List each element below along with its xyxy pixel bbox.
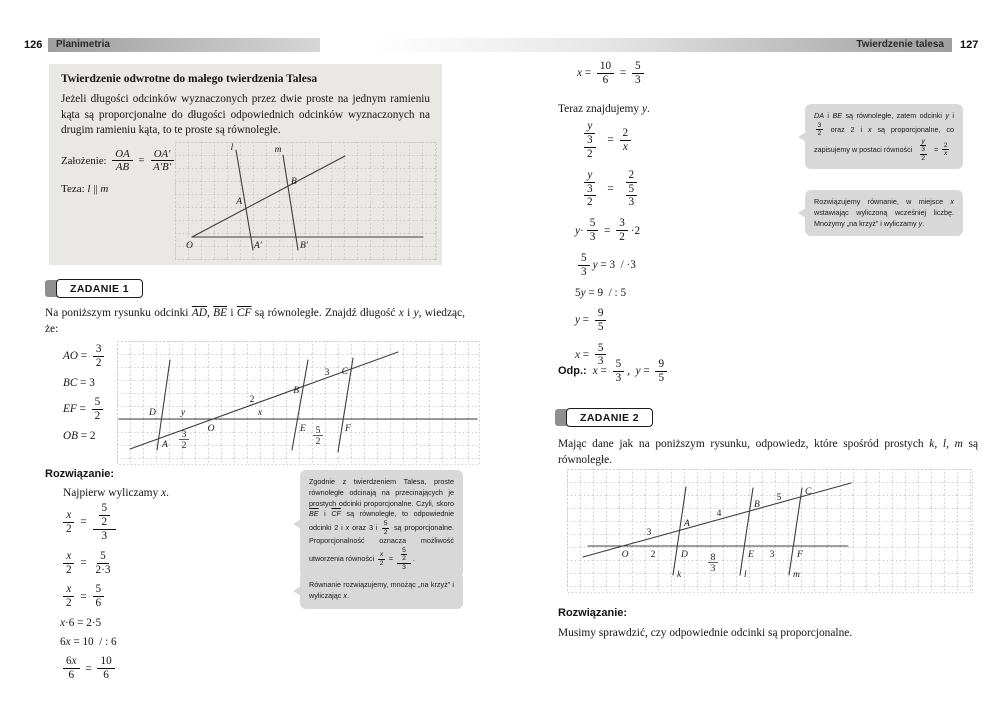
task1-equations: [60, 502, 119, 689]
label-seg-BC: 5: [776, 493, 782, 503]
answer-values: x = $\frac{5}{3}$ , y = $\frac{9}{5}$: [593, 358, 670, 385]
equation-row: OB = 2: [63, 429, 96, 442]
solution-callout-substitute-text: Rozwiązujemy równanie, w miejsce x wstawiając wyliczoną wcześniej liczbę. Mnożymy „na krzyż” i wyliczamy y.: [814, 197, 954, 228]
label-point-A: A: [236, 197, 242, 207]
label-line-k: k: [677, 570, 682, 580]
task1-badge: [45, 279, 143, 298]
equation-row: 6 x = 10 / : 6: [60, 636, 117, 649]
theorem-thesis: Teza: l || m: [61, 182, 109, 195]
label-frac-DE-den: 3: [710, 564, 716, 574]
header-title-left: Planimetria: [56, 39, 110, 50]
label-frac-AO-den: 2: [181, 441, 187, 451]
label-point-A: A: [684, 519, 690, 529]
page-number-left: 126: [24, 39, 43, 51]
label-seg-x: x: [257, 408, 263, 418]
task1-given-values: [63, 343, 107, 449]
equation-row: y · $\frac{5}{3}$ = $\frac{3}{2}$ ·2: [575, 217, 641, 244]
label-seg-OD: 2: [650, 550, 656, 560]
equation-row: $\frac{5}{3}$ y = 3 / ·3: [575, 252, 646, 279]
label-frac-EF-den: 2: [315, 437, 321, 447]
task1-callout-thales: [300, 470, 463, 578]
answer-label: Odp.:: [558, 365, 587, 378]
label-seg-OB: 2: [249, 395, 255, 405]
label-point-B: B: [293, 386, 299, 396]
label-point-D: D: [681, 550, 688, 560]
task1-badge-label: ZADANIE 1: [56, 279, 143, 298]
answer-line: [558, 358, 670, 385]
label-point-C: C: [805, 487, 812, 497]
solution-callout-proportion: [805, 104, 963, 169]
task1-callout-thales-text: Zgodnie z twierdzeniem Talesa, proste równoległe odcinają na przecinających je prostych odcinki proporcjonalne. Czyli, skoro $\overline{BE}$ i $\overline{CF}$ są równoległe, to odpowiednie odcinki 2 i x oraz 3 i $\frac{5}{2}$ są proporcjonalne. Proporcjonalność oznacza możliwość utworzenia równości $\frac{x}{2}$ = $\frac{\frac{5}{2}}{3}$ .: [309, 477, 454, 571]
label-point-E: E: [748, 550, 754, 560]
equation-row: x = $\frac{10}{6}$ = $\frac{5}{3}$: [577, 60, 647, 87]
task2-intro: Mając dane jak na poniższym rysunku, odpowiedz, które spośród prostych k, l, m są równoległe.: [558, 438, 979, 466]
label-frac-AO-num: 3: [181, 430, 187, 440]
equation-row: y = $\frac{9}{5}$: [575, 307, 646, 334]
task1-figure: [117, 341, 480, 465]
label-line-m: m: [793, 570, 800, 580]
label-point-O: O: [207, 424, 215, 434]
label-point-A: A: [162, 440, 168, 450]
label-seg-AB: 4: [716, 509, 722, 519]
header-bar-right: [320, 38, 952, 52]
equation-row: AO = $\frac{3}{2}$: [63, 343, 107, 370]
label-point-B-prime: B′: [300, 241, 308, 251]
label-point-O: O: [186, 241, 193, 251]
header-title-right: Twierdzenie talesa: [856, 39, 944, 50]
label-point-F: F: [345, 424, 351, 434]
equation-row: $\frac{6x}{6}$ = $\frac{10}{6}$: [60, 655, 119, 682]
task2-figure: [567, 469, 973, 593]
label-point-E: E: [300, 424, 306, 434]
task1-callout-cross-multiply: [300, 573, 463, 609]
equation-row: $\frac{x}{2}$ = $\frac{5}{2\cdot 3}$: [60, 550, 119, 577]
label-seg-EF: 3: [769, 550, 775, 560]
label-point-B: B: [754, 500, 760, 510]
solution-eq-x: [577, 60, 647, 94]
label-frac-EF-num: 5: [315, 426, 321, 436]
label-line-l: l: [230, 143, 234, 153]
label-seg-BC: 3: [324, 368, 330, 378]
label-seg-OA: 3: [646, 528, 652, 538]
equation-row: EF = $\frac{5}{2}$: [63, 396, 107, 423]
task2-badge: [555, 408, 653, 427]
solution-callout-proportion-text: DA i BE są równoległe, zatem odcinki y i $\frac{3}{2}$ oraz 2 i x są proporcjonalne, co zapisujemy w postaci równości $\frac{y}{\frac{3}{2}}$ = $\frac{2}{x}$: [814, 111, 955, 162]
label-point-O: O: [621, 550, 629, 560]
equation-row: x = $\frac{5}{3}$: [575, 342, 646, 369]
label-point-C: C: [341, 367, 348, 377]
theorem-title: Twierdzenie odwrotne do małego twierdzenia Talesa: [61, 73, 318, 85]
label-frac-DE-num: 8: [710, 553, 716, 563]
solution-equations-y: [575, 120, 646, 376]
equation-row: 5 y = 9 / : 5: [575, 286, 627, 299]
assumption-label: Założenie:: [61, 154, 110, 167]
task1-intro: Na poniższym rysunku odcinki $\overline{AD}$, $\overline{BE}$ i $\overline{CF}$ są równoległe. Znajdź długość x i y, wiedząc, że:: [45, 307, 465, 335]
task2-solution-label: Rozwiązanie:: [558, 607, 628, 619]
label-line-m: m: [274, 145, 282, 155]
theorem-body: Jeżeli długości odcinków wyznaczonych przez dwie proste na jednym ramieniu kąta są proporcjonalne do długości odpowiednich odcinków wyznaczonych na drugim ramieniu kąta, to te proste są równoległe.: [61, 93, 430, 137]
label-seg-y: y: [180, 408, 186, 418]
equation-row: $\frac{x}{2}$ = $\frac{5}{6}$: [60, 583, 119, 610]
solution-callout-substitute: [805, 190, 963, 236]
page-number-right: 127: [960, 39, 979, 51]
equation-row: x ·6 = 2·5: [60, 617, 102, 630]
task1-solution-label: Rozwiązanie:: [45, 468, 115, 480]
task2-badge-label: ZADANIE 2: [566, 408, 653, 427]
label-point-F: F: [797, 550, 803, 560]
label-point-D: D: [149, 408, 156, 418]
equation-row: BC = 3: [63, 376, 95, 389]
task1-solution-intro: Najpierw wyliczamy x.: [63, 487, 169, 499]
label-point-A-prime: A′: [254, 241, 262, 251]
label-line-l: l: [744, 570, 747, 580]
theorem-figure: [175, 142, 437, 261]
equation-row: $\frac{y}{\frac{3}{2}}$ = $\frac{2}{x}$: [575, 120, 646, 161]
assumption-equation: $\frac{OA}{AB}$ = $\frac{OA'}{A'B'}$: [109, 148, 177, 174]
equation-row: $\frac{x}{2}$ = $\frac{\frac{5}{2}}{3}$: [60, 502, 119, 543]
equation-row: $\frac{y}{\frac{3}{2}}$ = $\frac{2}{\frac{5}{3}}$: [575, 169, 646, 210]
task2-solution-body: Musimy sprawdzić, czy odpowiednie odcinki są proporcjonalne.: [558, 627, 853, 639]
label-point-B: B: [291, 177, 297, 187]
task1-callout-cross-multiply-text: Równanie rozwiązujemy, mnożąc „na krzyż” i wyliczając x.: [309, 580, 454, 600]
solution-continue-label: Teraz znajdujemy y.: [558, 103, 650, 115]
